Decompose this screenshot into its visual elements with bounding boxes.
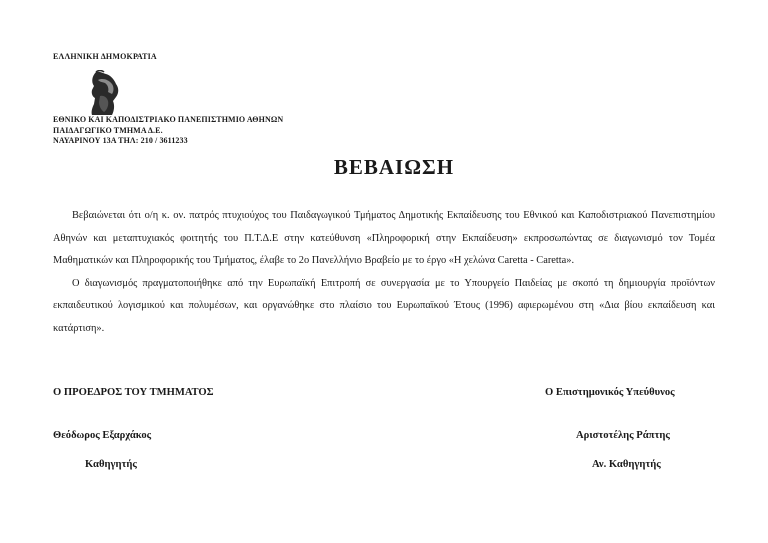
document-title: ΒΕΒΑΙΩΣΗ (333, 155, 455, 179)
body-paragraph-1: Βεβαιώνεται ότι ο/η κ. ον. πατρός πτυχιούχος του Παιδαγωγικού Τμήματος Δημοτικής Εκπαίδευσης του Εθνικού και Καποδιστριακού Πανεπιστημίου Αθηνών και μεταπτυχιακός φοιτητής του Π.Τ.Δ.Ε στην κατεύθυνση «Πληροφορική στην Εκπαίδευση» εκπροσωπώντας σε διαγωνισμό τον Τομέα Μαθηματικών και Πληροφορικής του Τμήματος, έλαβε το 2ο Πανελλήνιο Βραβείο με το έργο «Η χελώνα Caretta - Caretta». (53, 210, 715, 267)
left-signatory-title: Καθηγητής (85, 459, 137, 470)
left-signatory-name: Θεόδωρος Εξαρχάκος (53, 430, 152, 441)
institution-header (53, 115, 283, 147)
right-signatory-role: Ο Επιστημονικός Υπεύθυνος (545, 387, 675, 398)
body-paragraph-2: Ο διαγωνισμός πραγματοποιήθηκε από την Ευρωπαϊκή Επιτροπή σε συνεργασία με το Υπουργείο Παιδείας με σκοπό τη δημιουργία προϊόντων εκπαιδευτικού λογισμικού και πολυμέσων, και οργανώθηκε στο πλαίσιο του Ευρωπαϊκού Έτους (1996) αφιερωμένου στη «Δια βίου εκπαίδευση και κατάρτιση». (53, 277, 715, 334)
department-name: ΠΑΙΔΑΓΩΓΙΚΟ ΤΜΗΜΑ Δ.Ε. (53, 125, 163, 135)
university-name: ΕΘΝΙΚΟ ΚΑΙ ΚΑΠΟΔΙΣΤΡΙΑΚΟ ΠΑΝΕΠΙΣΤΗΜΙΟ ΑΘΗΝΩΝ (53, 115, 284, 124)
left-signatory-role: Ο ΠΡΟΕΔΡΟΣ ΤΟΥ ΤΜΗΜΑΤΟΣ (53, 387, 214, 398)
certificate-body (53, 205, 715, 341)
athena-emblem-icon (86, 70, 122, 116)
republic-heading: ΕΛΛΗΝΙΚΗ ΔΗΜΟΚΡΑΤΙΑ (53, 52, 157, 61)
right-signatory-title: Αν. Καθηγητής (592, 459, 661, 470)
right-signatory-name: Αριστοτέλης Ράπτης (576, 430, 670, 441)
address-phone: ΝΑΥΑΡΙΝΟΥ 13Α ΤΗΛ: 210 / 3611233 (53, 136, 188, 146)
